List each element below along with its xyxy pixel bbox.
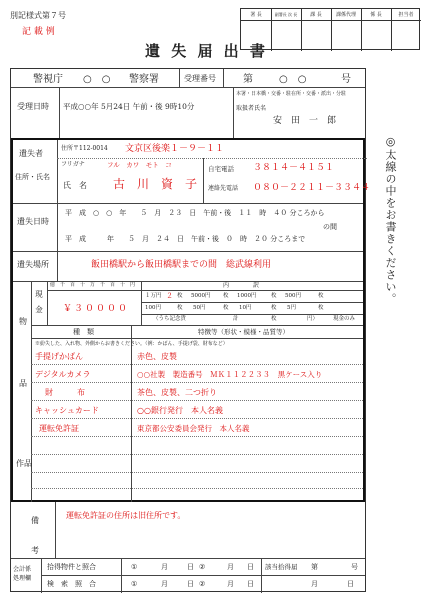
- coin-denom: 500円: [285, 293, 301, 299]
- unit: 枚: [271, 293, 277, 299]
- breakdown-label: 内 訳: [223, 282, 260, 289]
- address-value: 文京区後楽１－９－１１: [125, 144, 225, 154]
- digit-header: 十: [80, 282, 86, 288]
- step: ①: [131, 580, 138, 588]
- match-label: 拾得物件と照合: [47, 563, 96, 571]
- handler-name: 安 田 一 郎: [273, 116, 337, 126]
- item-kind: 運転免許証: [39, 424, 79, 433]
- item-kind: デジタルカメラ: [35, 370, 91, 379]
- form-title: 遺 失 届 出 書: [145, 42, 268, 60]
- coin-denom: 50円: [193, 305, 206, 311]
- station-label: 警察署: [129, 74, 159, 85]
- loss-place-label: 遺失場所: [17, 260, 49, 269]
- month: 月: [161, 580, 168, 588]
- bill-denom: 5000円: [191, 293, 211, 299]
- furigana-value: フル カワ モト コ: [107, 161, 172, 169]
- feature-header: 特徴等（形状・模様・品質等）: [198, 328, 289, 336]
- item-desc: ○○銀行発行 本人名義: [137, 406, 223, 415]
- num-prefix: 第: [311, 563, 318, 571]
- coin-denom: 100円: [145, 305, 161, 311]
- item-desc: ○○社製 製造番号 ＭＫ１１２２３３ 黒ケース入り: [137, 370, 323, 379]
- receipt-label: 受理日時: [17, 102, 49, 111]
- unit: 枚: [223, 305, 229, 311]
- digit-header: 万: [90, 282, 96, 288]
- handler-label: 取扱者氏名: [236, 105, 267, 112]
- found-report-label: 該当拾得届: [265, 563, 298, 571]
- stamp-box: [240, 8, 420, 50]
- unit: 枚: [271, 305, 277, 311]
- address-label: 住所〒112-0014: [61, 145, 108, 152]
- day: 日: [187, 563, 194, 571]
- furigana-label: フリガナ: [61, 161, 85, 168]
- item-kind: 手提げかばん: [35, 352, 83, 361]
- num-prefix: 第: [243, 74, 253, 85]
- day: 日: [187, 580, 194, 588]
- goods-label: 物: [19, 317, 27, 326]
- unit: 枚: [177, 305, 183, 311]
- receipt-place: 本署・日本橋・交番・駐在所・交番・派出・分駐: [236, 91, 347, 97]
- commemorative-label: （うち記念貨: [153, 316, 187, 322]
- digit-header: 十: [120, 282, 126, 288]
- loss-from: 平 成 ○ ○ 年 ５ 月 ２３ 日 午前・後 １１ 時 ４０ 分ころから: [65, 209, 325, 217]
- num-blank: ○ ○: [279, 74, 307, 85]
- contact-phone: ０８０－２２１１－３３４４: [253, 183, 371, 193]
- num-suffix: 号: [341, 74, 351, 85]
- unit: 枚: [223, 293, 229, 299]
- example-label: 記 載 例: [22, 27, 55, 37]
- coin-denom: 10円: [239, 305, 252, 311]
- person-label: 遺失者: [19, 149, 43, 158]
- digit-header: 千: [100, 282, 106, 288]
- item-kind: 財 布: [45, 388, 85, 397]
- loss-place: 飯田橋駅から飯田橋駅までの間 総武線利用: [91, 260, 272, 270]
- form-id: 別記様式第７号: [10, 11, 66, 20]
- step: ②: [199, 580, 206, 588]
- cash-label: 現金: [34, 290, 44, 321]
- total-label: 計: [233, 316, 239, 322]
- item-label2: 作品: [16, 459, 32, 468]
- side-note: ◎太線の中をお書きください。: [384, 135, 397, 305]
- num-suffix: 号: [351, 563, 358, 571]
- month: 月: [311, 580, 318, 588]
- digit-header: 千: [60, 282, 66, 288]
- digit-header: 円: [130, 282, 136, 288]
- bill-denom: 1000円: [237, 293, 257, 299]
- contact-phone-label: 連絡先電話: [208, 185, 239, 192]
- stamp-header: 署 長: [241, 9, 271, 21]
- item-desc: 東京都公安委員会発行 本人名義: [137, 424, 250, 433]
- office-label: 警視庁: [33, 74, 63, 85]
- coin-denom: 5円: [287, 305, 296, 311]
- cash-amount: ￥３００００: [63, 304, 130, 314]
- remarks-label2: 考: [31, 546, 39, 555]
- digit-header: 百: [70, 282, 76, 288]
- home-phone: ３８１４－４１５１: [253, 163, 335, 173]
- bill-count: ２: [166, 292, 173, 300]
- day: 日: [247, 563, 254, 571]
- unit: 枚: [177, 293, 183, 299]
- required-area: [11, 138, 371, 502]
- loss-datetime-label: 遺失日時: [17, 217, 49, 226]
- digit-header: 億: [50, 282, 56, 288]
- item-label: 品: [19, 379, 27, 388]
- remarks-label: 備: [31, 516, 39, 525]
- remarks-value: 運転免許証の住所は旧住所です。: [66, 511, 186, 520]
- stamp-header: 副署長 次 長: [271, 9, 301, 21]
- loss-between: の間: [323, 223, 337, 231]
- kind-header: 種 類: [73, 328, 94, 336]
- unit: 枚: [318, 293, 324, 299]
- stamp-header: 課係代理: [331, 9, 361, 21]
- name-label: 氏 名: [63, 181, 87, 190]
- search-label: 検 索 照 合: [47, 580, 96, 588]
- item-kind: キャッシュカード: [35, 406, 99, 415]
- name-value: 古 川 資 子: [113, 177, 198, 191]
- day: 日: [247, 580, 254, 588]
- unit: 円）: [307, 316, 319, 322]
- stamp-header: 担当者: [391, 9, 421, 21]
- person-label2: 住所・氏名: [15, 173, 50, 181]
- loss-until: 平 成 年 ５ 月 ２４ 日 午前・後 ０ 時 ２０ 分ころまで: [65, 235, 306, 243]
- step: ②: [199, 563, 206, 571]
- cash-only: 現金のみ: [333, 316, 356, 322]
- items-note: ※紛失した、入れ物、外側からお書きください。（例：かばん、手提げ袋、財布など）: [35, 341, 228, 347]
- stamp-header: 課 長: [301, 9, 331, 21]
- office-blank: ○ ○: [83, 74, 111, 85]
- day: 日: [347, 580, 354, 588]
- form-table: [10, 68, 371, 592]
- unit: 枚: [271, 316, 277, 322]
- footer-label: 会計係 処理欄: [13, 566, 32, 582]
- month: 月: [227, 580, 234, 588]
- receipt-no-label: 受理番号: [184, 74, 216, 83]
- item-desc: 茶色、皮製、二つ折り: [137, 388, 217, 397]
- item-desc: 赤色、皮製: [137, 352, 177, 361]
- step: ①: [131, 563, 138, 571]
- month: 月: [161, 563, 168, 571]
- digit-header: 百: [110, 282, 116, 288]
- stamp-header: 係 長: [361, 9, 391, 21]
- home-phone-label: 自宅電話: [208, 165, 234, 173]
- unit: 枚: [318, 305, 324, 311]
- bill-denom: １万円: [145, 293, 162, 299]
- month: 月: [227, 563, 234, 571]
- receipt-datetime: 平成○○年 5月24日 午前・後 9時10分: [63, 102, 195, 111]
